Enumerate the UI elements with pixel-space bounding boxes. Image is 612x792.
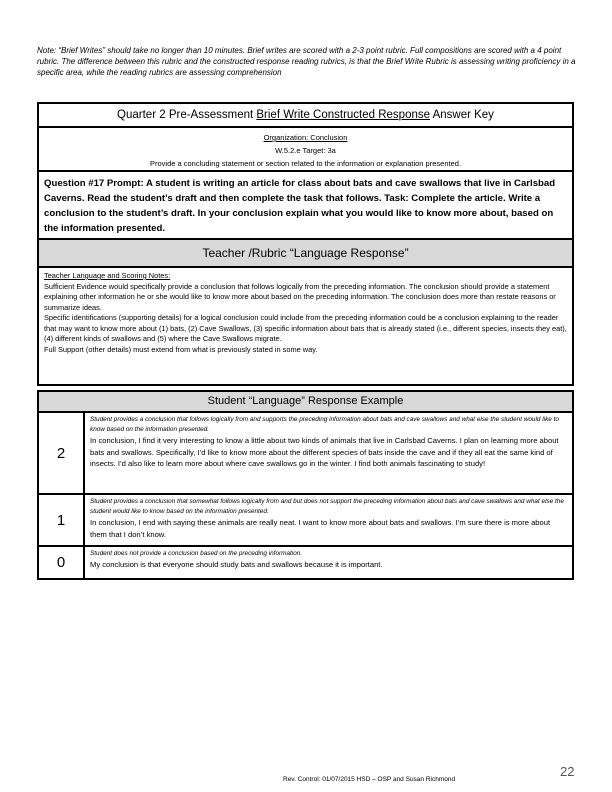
page-title [37,102,574,128]
score-descriptor: Student provides a conclusion that somewhat follows logically from and but does not support the preceding information about bats and cave swallows and what else the student would like to know based on the information presented. [90,498,564,515]
notes-paragraph: Specific identifications (supporting details) for a logical conclusion could include from the preceding information could be a conclusion explaining to the reader that may want to know more about (1) bats, (2) Cave Swallows, (3) specific information about bats that is already stated (i.e., different species, insects they eat), (4) different kinds of swallows and (5) where the Cave Swallows migrate. [44,313,567,343]
question-prompt: Question #17 Prompt: A student is writing an article for class about bats and cave swallows that live in Carlsbad Caverns. Read the student’s draft and then complete the task that follows. Task: Complete the article. Write a conclusion to the student’s draft. In your conclusion explain what you would like to know more about, based on the information presented. [37,170,574,240]
score-row [37,493,574,547]
example-response: In conclusion, I end with saying these animals are really neat. I want to know more about bats and swallows. I’m sure there is more about them that I don’t know. [90,518,551,539]
brief-write-note: Note: “Brief Writes” should take no longer than 10 minutes. Brief writes are scored with a 2-3 point rubric. Full compositions are scored with a 4 point rubric. The difference between this rubric and the constructed response reading rubrics, is that the Brief Write Rubric is assessing writing proficiency in a specific area, while the reading rubrics are assessing comprehension [37,46,576,77]
teacher-rubric-header: Teacher /Rubric “Language Response” [37,238,574,268]
score-value: 1 [39,495,85,545]
score-row [37,545,574,580]
page-number: 22 [560,764,575,779]
scoring-notes-heading: Teacher Language and Scoring Notes: [44,271,171,280]
student-example-header: Student “Language” Response Example [37,390,574,413]
title-pre: Quarter 2 Pre-Assessment [117,109,257,121]
score-value: 2 [39,413,85,493]
notes-paragraph: Full Support (other details) must extend from what is previously stated in some way. [44,344,318,354]
score-value: 0 [39,547,85,578]
standard-target: W.5.2.e Target: 3a [275,146,336,155]
organization-heading: Organization: Conclusion [263,133,348,142]
score-row [37,411,574,495]
scoring-notes [37,266,574,386]
example-response: My conclusion is that everyone should study bats and swallows because it is important. [90,560,383,569]
title-post: Answer Key [430,109,494,121]
score-descriptor: Student does not provide a conclusion based on the preceding information. [90,550,303,557]
organization-section [37,126,574,172]
score-descriptor: Student provides a conclusion that follows logically from and supports the preceding information about bats and cave swallows and what else the student would like to know based on the information presented. [90,416,559,433]
example-response: In conclusion, I find it very interesting to know a little about two kinds of animals that live in Carlsbad Caverns. I plan on learning more about bats and swallows. Specifically, I’d like to know more about the different species of bats inside the cave and if they all eat the same kind of insects. I’d also like to learn more about where cave swallows go in the winter. I find both animals fascinating to study! [90,436,559,468]
revision-footer: Rev. Control: 01/07/2015 HSD – OSP and Susan Richmond [283,776,456,783]
title-underlined: Brief Write Constructed Response [256,109,431,121]
standard-description: Provide a concluding statement or section related to the information or explanation presented. [149,159,462,168]
notes-paragraph: Sufficient Evidence would specifically provide a conclusion that follows logically from the preceding information. The conclusion should provide a statement explaining other information he or she would like to know more about based on the preceding information. The conclusion does more than restate reasons or summarize ideas. [44,281,556,312]
